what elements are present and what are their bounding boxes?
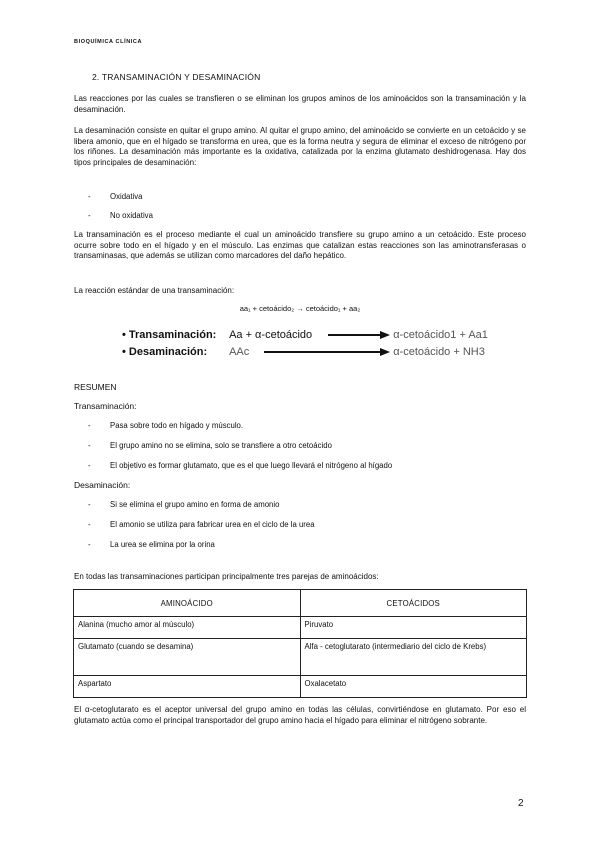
list-item-text: El amonio se utiliza para fabricar urea en el ciclo de la urea bbox=[110, 520, 315, 529]
scheme-products: α-cetoácido + NH3 bbox=[393, 346, 485, 358]
section-title: 2. TRANSAMINACIÓN Y DESAMINACIÓN bbox=[92, 72, 261, 82]
scheme-label: • Transaminación: bbox=[122, 329, 217, 341]
page-number: 2 bbox=[518, 798, 524, 809]
desaminacion-heading: Desaminación: bbox=[74, 480, 131, 490]
list-item: - No oxidativa bbox=[88, 211, 153, 220]
closing-paragraph: El α-cetoglutarato es el aceptor universal del grupo amino en todas las células, convirtiéndose en glutamato. Por eso el glutamato actúa como el principal transportador del grupo amino hacia el hígado para eliminar el nitrógeno sobrante. bbox=[74, 705, 526, 725]
table-cell: Alanina (mucho amor al músculo) bbox=[74, 617, 301, 639]
table-intro: En todas las transaminaciones participan principalmente tres parejas de aminoácidos: bbox=[74, 572, 379, 581]
list-item: - Si se elimina el grupo amino en forma de amonio bbox=[88, 500, 280, 509]
list-item-text: Pasa sobre todo en hígado y músculo. bbox=[110, 421, 244, 430]
list-item: - El amonio se utiliza para fabricar urea en el ciclo de la urea bbox=[88, 520, 315, 529]
transaminacion-paragraph: La transaminación es el proceso mediante el cual un aminoácido transfiere su grupo amino a un cetoácido. Este proceso ocurre sobre todo en el hígado y en el músculo. Las enzimas que catalizan estas reacciones son las aminotransferasas o transaminasas, que además se utilizan como marcadores del daño hepático. bbox=[74, 230, 526, 260]
reaction-intro: La reacción estándar de una transaminación: bbox=[74, 286, 235, 295]
list-item-text: No oxidativa bbox=[110, 211, 153, 220]
table-cell: Oxalacetato bbox=[300, 676, 527, 698]
list-item: - La urea se elimina por la orina bbox=[88, 540, 215, 549]
table-row bbox=[74, 617, 527, 639]
list-item-text: Si se elimina el grupo amino en forma de amonio bbox=[110, 500, 280, 509]
arrow-icon bbox=[264, 347, 390, 357]
scheme-reactants: AAc bbox=[229, 346, 250, 358]
arrow-icon bbox=[328, 330, 390, 340]
table-cell: Glutamato (cuando se desamina) bbox=[74, 639, 301, 676]
table-header-cell: AMINOÁCIDO bbox=[74, 590, 301, 617]
list-item-text: El grupo amino no se elimina, solo se transfiere a otro cetoácido bbox=[110, 441, 332, 450]
table-row bbox=[74, 639, 527, 676]
reaction-formula: aa₁ + cetoácido₂ → cetoácido₁ + aa₂ bbox=[239, 304, 361, 313]
list-item: - El objetivo es formar glutamato, que es el que luego llevará el nitrógeno al hígado bbox=[88, 461, 393, 470]
scheme-reactants: Aa + α-cetoácido bbox=[229, 329, 313, 341]
list-item-text: La urea se elimina por la orina bbox=[110, 540, 215, 549]
reaction-scheme-image bbox=[118, 327, 490, 361]
list-item-text: Oxidativa bbox=[110, 192, 143, 201]
aminoacid-table bbox=[73, 589, 527, 698]
scheme-label: • Desaminación: bbox=[122, 346, 208, 358]
scheme-products: α-cetoácido1 + Aa1 bbox=[393, 329, 488, 341]
table-cell: Aspartato bbox=[74, 676, 301, 698]
scheme-row-desaminacion bbox=[122, 346, 485, 358]
intro-paragraph: Las reacciones por las cuales se transfieren o se eliminan los grupos aminos de los aminoácidos son la transaminación y la desaminación. bbox=[74, 94, 526, 114]
list-item-text: El objetivo es formar glutamato, que es el que luego llevará el nitrógeno al hígado bbox=[110, 461, 393, 470]
desaminacion-paragraph: La desaminación consiste en quitar el grupo amino. Al quitar el grupo amino, del aminoácido se convierte en un cetoácido y se libera amonio, que en el hígado se transforma en urea, que es la forma neutra y segura de eliminar el exceso de nitrógeno por los riñones. La desaminación más importante es la oxidativa, catalizada por la enzima glutamato deshidrogenasa. Hay dos tipos principales de desaminación: bbox=[74, 126, 526, 167]
list-item: - Pasa sobre todo en hígado y músculo. bbox=[88, 421, 244, 430]
resumen-heading: RESUMEN bbox=[74, 382, 117, 392]
running-header: BIOQUÍMICA CLÍNICA bbox=[74, 39, 143, 45]
list-item: - Oxidativa bbox=[88, 192, 143, 201]
table-header-cell: CETOÁCIDOS bbox=[300, 590, 527, 617]
table-row bbox=[74, 676, 527, 698]
scheme-row-transaminacion bbox=[122, 329, 488, 341]
transaminacion-heading: Transaminación: bbox=[74, 401, 137, 411]
table-cell: Alfa - cetoglutarato (intermediario del ciclo de Krebs) bbox=[300, 639, 527, 676]
table-cell: Piruvato bbox=[300, 617, 527, 639]
table-header-row bbox=[74, 590, 527, 617]
list-item: - El grupo amino no se elimina, solo se transfiere a otro cetoácido bbox=[88, 441, 332, 450]
